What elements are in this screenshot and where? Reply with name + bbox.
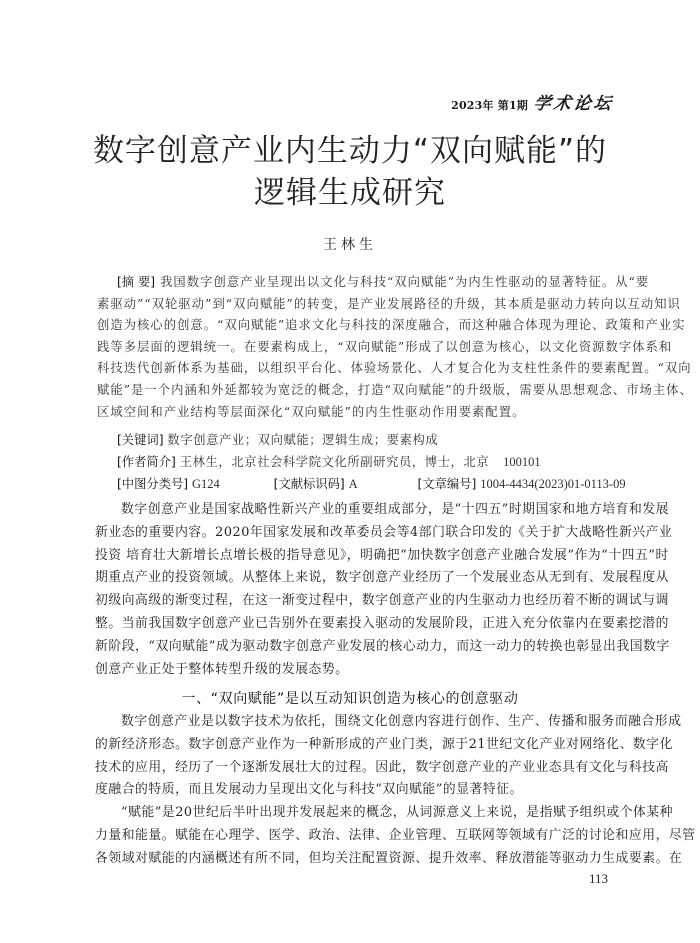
postcode: 100101 [503, 455, 541, 469]
body-line: 创意产业正处于整体转型升级的发展态势。 [95, 661, 349, 677]
body-line: 力量和能量。赋能在心理学、医学、政治、法律、企业管理、互联网等领域有广泛的讨论和应用，尽管 [95, 827, 696, 843]
abstract-line: 赋能”是一个内涵和外延都较为宽泛的概念，打造“双向赋能”的升级版，需要从思想观念、市场主体、 [97, 382, 693, 397]
body-line: 初级向高级的渐变过程，在这一渐变过程中，数字创意产业的内生驱动力也经历着不断的调试与调 [95, 593, 669, 609]
author-bio-value: 王林生，北京社会科学院文化所副研究员，博士，北京 [179, 455, 490, 469]
journal-logo: 学术论坛 [532, 94, 616, 114]
body-line: 的新经济形态。数字创意产业作为一种新形成的产业门类，源于21世纪文化产业对网络化、数字化 [95, 736, 673, 752]
body-line: 新阶段，“双向赋能”成为驱动数字创意产业发展的核心动力，而这一动力的转换也彰显出我国数字 [95, 638, 670, 654]
page-number: 113 [588, 871, 608, 886]
body-line: 度融合的特质，而且发展动力呈现出文化与科技“双向赋能”的显著特征。 [95, 782, 523, 798]
doc-code-value: A [348, 477, 358, 491]
abstract-line: 素驱动”“双轮驱动”到“双向赋能”的转变，是产业发展路径的升级，其本质是驱动力转向以互动知识 [97, 296, 681, 311]
abstract-line: 践等多层面的逻辑统一。在要素构成上，“双向赋能”形成了以创意为核心，以文化资源数字体系和 [97, 339, 673, 354]
body-line: 数字创意产业是以数字技术为依托，围绕文化创意内容进行创作、生产、传播和服务而融合形成 [121, 714, 682, 729]
clc-label: [中图分类号] [117, 477, 189, 491]
body-line: “赋能”是20世纪后半叶出现并发展起来的概念，从词源意义上来说，是指赋予组织或个体某种 [121, 805, 674, 820]
classification-row [117, 474, 626, 492]
keywords-value: 数字创意产业；双向赋能；逻辑生成；要素构成 [167, 433, 439, 447]
abstract-line: 区域空间和产业结构等层面深化“双向赋能”的内生性驱动作用要素配置。 [97, 404, 526, 419]
body-line: 技术的应用，经历了一个逐渐发展壮大的过程。因此，数字创意产业的产业业态具有文化与科技高 [95, 759, 669, 775]
author-bio-label: [作者简介] [117, 455, 176, 469]
body-line: 新业态的重要内容。2020年国家发展和改革委员会等4部门联合印发的《关于扩大战略性新兴产业 [95, 524, 673, 540]
clc-value: G124 [192, 477, 220, 491]
abstract-line: [摘 要] 我国数字创意产业呈现出以文化与科技“双向赋能”为内生性驱动的显著特征。从“要 [117, 275, 650, 289]
section-heading: 一、“双向赋能”是以互动知识创造为核心的创意驱动 [181, 691, 519, 707]
body-line: 投资 培育壮大新增长点增长极的指导意见》，明确把“加快数字创意产业融合发展”作为“十四五”时 [95, 547, 669, 563]
section1-paragraph-2 [95, 802, 696, 870]
issue-label: 2023年 第1期 [451, 99, 528, 112]
abstract [97, 272, 693, 423]
keywords [117, 430, 438, 448]
author-name: 王林生 [323, 237, 377, 253]
body-line: 整。当前我国数字创意产业已告别外在要素投入驱动的发展阶段，正进入充分依靠内在要素挖潜的 [95, 615, 669, 631]
section1-paragraph-1 [95, 711, 682, 802]
author-bio [117, 452, 541, 470]
article-title [60, 130, 640, 214]
intro-paragraph [95, 499, 673, 681]
article-no-label: [文章编号] [417, 477, 477, 491]
doc-code-label: [文献标识码] [273, 477, 345, 491]
abstract-line: 创造为核心的创意。“双向赋能”追求文化与科技的深度融合，而这种融合体现为理论、政策和产业实 [97, 318, 686, 333]
abstract-label: [摘 要] [117, 275, 156, 289]
title-line-1: 数字创意产业内生动力“双向赋能”的 [92, 133, 608, 169]
body-line: 期重点产业的投资领域。从整体上来说，数字创意产业经历了一个发展业态从无到有、发展程度从 [95, 570, 669, 586]
abstract-line: 科技迭代创新体系为基础，以组织平台化、体验场景化、人才复合化为支柱性条件的要素配置。“双向 [97, 361, 692, 376]
body-line: 数字创意产业是国家战略性新兴产业的重要组成部分，是“十四五”时期国家和地方培育和发展 [121, 502, 670, 517]
article-no-value: 1004-4434(2023)01-0113-09 [480, 477, 626, 491]
running-head [451, 89, 614, 114]
body-line: 各领域对赋能的内涵概述有所不同，但均关注配置资源、提升效率、释放潜能等驱动力生成要素。在 [95, 850, 683, 866]
title-line-2: 逻辑生成研究 [254, 175, 446, 211]
keywords-label: [关键词] [117, 433, 164, 447]
